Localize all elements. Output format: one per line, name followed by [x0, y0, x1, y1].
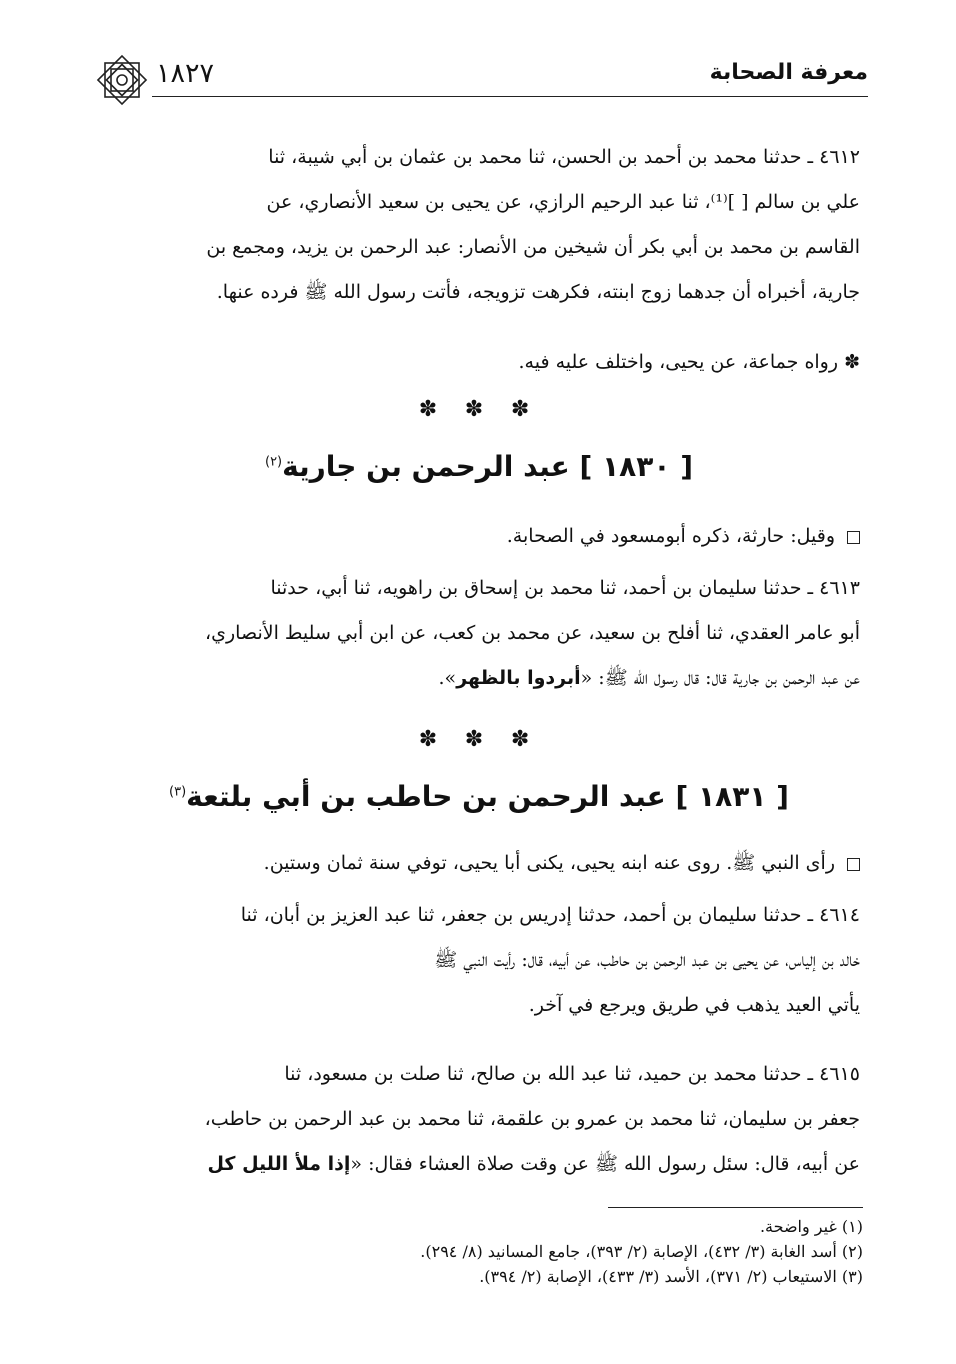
- entry-intro-1830: [98, 516, 860, 556]
- hadith-4612: [98, 135, 860, 315]
- entry-heading-1830: [98, 450, 860, 483]
- hadith-4614: [98, 893, 860, 1028]
- hadith-text: عن أبيه، قال: سئل رسول الله ﷺ عن وقت صلاة العشاء فقال: «: [350, 1153, 860, 1175]
- hadith-line: علي بن سالم [ ]⁽¹⁾، ثنا عبد الرحيم الرازي، عن يحيى بن سعيد الأنصاري، عن: [266, 191, 860, 213]
- footnote-mark: (٢): [264, 454, 283, 470]
- square-bullet-icon: [847, 858, 860, 871]
- page-header: [92, 56, 868, 106]
- hadith-line: جارية، أخبراه أن جدهما زوج ابنته، فكرهت تزويجه، فأتت رسول الله ﷺ فرده عنها.: [216, 281, 860, 303]
- hadith-line: ٤٦١٥ ـ حدثنا محمد بن حميد، ثنا عبد الله بن صالح، ثنا صلت بن مسعود، ثنا: [284, 1063, 860, 1085]
- hadith-4613: [98, 566, 860, 701]
- hadith-text: عن عبد الرحمن بن جارية قال: قال رسول الله ﷺ: «: [580, 667, 860, 689]
- prophetic-quote: أبردوا بالظهر: [456, 667, 581, 689]
- hadith-line: خالد بن إلياس، عن يحيى بن عبد الرحمن بن حاطب، عن أبيه، قال: رأيت النبي ﷺ: [434, 949, 860, 971]
- running-title: معرفة الصحابة: [709, 60, 868, 85]
- narration-note: ✽ رواه جماعة، عن يحيى، واختلف عليه فيه.: [518, 351, 860, 373]
- hadith-line: ٤٦١٤ ـ حدثنا سليمان بن أحمد، حدثنا إدريس بن جعفر، ثنا عبد العزيز بن أبان، ثنا: [240, 904, 860, 926]
- prophetic-quote: إذا ملأ الليل كل: [207, 1153, 351, 1175]
- hadith-4615: [98, 1052, 860, 1187]
- takhrij-note: [98, 342, 860, 382]
- entry-title: [ ١٨٣٠ ] عبد الرحمن بن جارية: [282, 450, 693, 483]
- page-number: ١٨٢٧: [156, 58, 215, 89]
- footnote-rule: [608, 1207, 863, 1208]
- footnote-mark: (٣): [169, 784, 187, 800]
- hadith-line: ٤٦١٢ ـ حدثنا محمد بن أحمد بن الحسن، ثنا محمد بن عثمان بن أبي شيبة، ثنا: [268, 146, 860, 168]
- hadith-line: [98, 656, 860, 701]
- header-rule: [152, 96, 868, 97]
- entry-intro: رأى النبي ﷺ. روى عنه ابنه يحيى، يكنى أبا يحيى، توفي سنة ثمان وستين.: [263, 852, 835, 874]
- section-separator: ✽ ✽ ✽: [418, 397, 540, 422]
- entry-intro-1831: [98, 843, 860, 883]
- hadith-line: جعفر بن سليمان، ثنا محمد بن عمرو بن علقمة، ثنا محمد بن عبد الرحمن بن حاطب،: [204, 1108, 860, 1130]
- square-bullet-icon: [847, 531, 860, 544]
- hadith-text: ».: [438, 667, 457, 689]
- hadith-line: ٤٦١٣ ـ حدثنا سليمان بن أحمد، ثنا محمد بن إسحاق بن راهويه، ثنا أبي، حدثنا: [270, 577, 860, 599]
- entry-intro: وقيل: حارثة، ذكره أبومسعود في الصحابة.: [506, 525, 835, 547]
- entry-heading-1831: [98, 780, 860, 813]
- footnote: (٢) أسد الغابة (٣/ ٤٣٢)، الإصابة (٢/ ٣٩٣)، جامع المسانيد (٨/ ٢٩٤).: [420, 1242, 863, 1261]
- hadith-line: [98, 1142, 860, 1187]
- entry-title: [ ١٨٣١ ] عبد الرحمن بن حاطب بن أبي بلتعة: [186, 780, 789, 813]
- hadith-line: أبو عامر العقدي، ثنا أفلح بن سعيد، عن محمد بن كعب، عن ابن أبي سليط الأنصاري،: [205, 622, 860, 644]
- star-ornament-icon: [92, 50, 152, 110]
- footnotes: [98, 1214, 863, 1289]
- section-separator: ✽ ✽ ✽: [418, 727, 540, 752]
- footnote: (١) غير واضحة.: [759, 1217, 863, 1236]
- hadith-line: القاسم بن محمد بن أبي بكر أن شيخين من الأنصار: عبد الرحمن بن يزيد، ومجمع بن: [206, 236, 860, 258]
- footnote: (٣) الاستيعاب (٢/ ٣٧١)، الأسد (٣/ ٤٣٣)، الإصابة (٢/ ٣٩٤).: [479, 1267, 863, 1286]
- hadith-line: يأتي العيد يذهب في طريق ويرجع في آخر.: [528, 994, 860, 1016]
